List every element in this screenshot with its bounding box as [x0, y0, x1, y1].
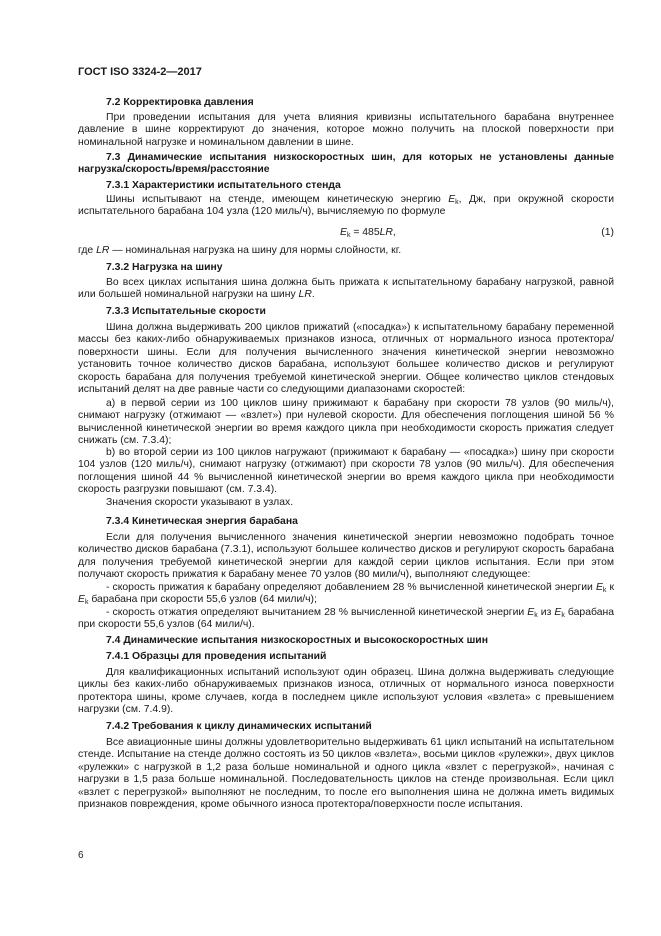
formula-expression — [340, 227, 396, 239]
symbol-e: E — [448, 194, 456, 205]
text: , — [392, 227, 396, 238]
text: . — [311, 289, 315, 301]
dash-item-2 — [78, 607, 614, 632]
section-7-4-1-paragraph: Для квалификационных испытаний используют один образец. Шина должна выдерживать следующие циклы без каких-либо обнаруживаемых признаков износа, отличных от нормального износа поверхности протектора шины, кроме случаев, когда в последнем цикле используют условия «взлета» с превышением нагрузки (см. 7.4.9). — [78, 667, 614, 716]
text: — номинальная нагрузка на шину для нормы слойности, кг. — [109, 245, 402, 256]
formula-number: (1) — [601, 227, 614, 238]
subscript-k: k — [346, 232, 351, 239]
section-7-3-1-heading: 7.3.1 Характеристики испытательного стенда — [106, 180, 341, 191]
section-7-3-1-paragraph — [78, 194, 614, 219]
section-7-3-3-paragraph: Шина должна выдерживать 200 циклов прижатий («посадка») к испытательному барабану переменной массы без каких-либо обнаруживаемых признаков износа, отличных от нормального износа протектора/поверхности шины. Если для получения вычисленного значения кинетической энергии невозможно установить точное количество дисков барабана, используют большее количество дисков и регулируют скорость барабана для получения требуемой кинетической энергии. Общее количество циклов стендовых испытаний делят на две равные части со следующими диапазонами скоростей: — [78, 322, 614, 396]
text: - скорость прижатия к барабану определяют добавлением 28 % вычисленной кинетической энергии — [106, 582, 596, 593]
page-number: 6 — [78, 850, 84, 861]
document-header: ГОСТ ISO 3324-2—2017 — [78, 66, 202, 78]
symbol-e: E — [340, 227, 347, 238]
section-7-2-paragraph: При проведении испытания для учета влияния кривизны испытательного барабана внутреннее давление в шине корректируют до значения, которое можно получить на плоской поверхности при номинальной нагрузке и номинальном давлении в шине. — [78, 112, 614, 148]
text: барабана при скорости 55,6 узлов (64 мили/ч); — [88, 594, 317, 606]
speed-note: Значения скорости указывают в узлах. — [106, 497, 294, 508]
subscript-k: k — [534, 612, 538, 619]
dash-item-1 — [78, 582, 614, 607]
section-7-4-2-paragraph: Все авиационные шины должны удовлетворительно выдерживать 61 цикл испытаний на испытательном стенде. Испытание на стенде должно состоять из 50 циклов «взлета», восьми циклов «рулежки», двух циклов «рулежки» с нагрузкой в 1,2 раза больше номинальной и одного цикла «взлет с перегрузкой», начиная с нагрузки в 1,5 раза больше номинальной. Последовательность циклов на стенде произвольная. Если цикл «взлет с перегрузкой» выполняют не последним, то после его выполнения шина не должна иметь видимых признаков повреждения, кроме обычного износа протектора/поверхности после испытания. — [78, 737, 614, 811]
subscript-k: k — [455, 199, 459, 206]
section-7-4-2-heading: 7.4.2 Требования к циклу динамических испытаний — [106, 721, 372, 732]
formula-explanation — [78, 245, 614, 257]
symbol-e: E — [554, 607, 562, 618]
section-7-4-1-heading: 7.4.1 Образцы для проведения испытаний — [106, 651, 327, 662]
list-item-a: a) в первой серии из 100 циклов шину прижимают к барабану при скорости 78 узлов (90 миль/ч), снимают нагрузку (отжимают — «взлет») при нулевой скорости. Для обеспечения поглощения шиной 56 % вычисленной кинетической энергии во время каждого цикла при необходимости скорость прижатия следует снижать (см. 7.3.4); — [78, 398, 614, 447]
subscript-k: k — [84, 599, 89, 607]
symbol-e: E — [595, 582, 603, 593]
section-7-3-2-paragraph — [78, 277, 614, 302]
section-7-4-heading: 7.4 Динамические испытания низкоскоростных и высокоскоростных шин — [106, 635, 488, 646]
symbol-e: E — [78, 594, 85, 606]
symbol-lr: LR — [379, 227, 393, 238]
section-7-3-3-heading: 7.3.3 Испытательные скорости — [106, 306, 266, 317]
section-7-3-heading: 7.3 Динамические испытания низкоскоростных шин, для которых не установлены данные нагрузка/скорость/время/расстояние — [78, 152, 614, 176]
section-7-3-4-heading: 7.3.4 Кинетическая энергия барабана — [106, 516, 298, 527]
text: барабана при скорости 55,6 узлов (64 мили/ч). — [78, 607, 614, 631]
symbol-lr: LR — [298, 289, 312, 301]
section-7-2-heading: 7.2 Корректировка давления — [106, 97, 254, 108]
text: из — [537, 607, 555, 618]
text: = 485 — [350, 227, 380, 238]
subscript-k: k — [602, 587, 607, 594]
section-7-3-2-heading: 7.3.2 Нагрузка на шину — [106, 262, 223, 273]
text: , Дж, при окружной скорости испытательного барабана 104 узла (120 миль/ч), вычисляемую по формуле — [78, 194, 614, 218]
text: - скорость отжатия определяют вычитанием 28 % вычисленной кинетической энергии — [106, 607, 528, 618]
text: Шины испытывают на стенде, имеющем кинетическую энергию — [106, 194, 449, 205]
list-item-b: b) во второй серии из 100 циклов нагружают (прижимают к барабану — «посадка») шину при скорости 104 узлов (120 миль/ч), снимают нагрузку (отжимают) при скорости 78 узлов (90 миль/ч). Для обеспечения поглощения шиной 44 % вычисленной кинетической энергии во время каждого цикла при необходимости скорость разгрузки повышают (см. 7.3.4). — [78, 447, 614, 496]
text: к — [606, 582, 615, 593]
subscript-k: k — [561, 612, 565, 619]
text: где — [78, 245, 97, 256]
symbol-e: E — [527, 607, 535, 618]
section-7-3-4-paragraph: Если для получения вычисленного значения кинетической энергии невозможно подобрать точное количество дисков барабана (7.3.1), используют большее количество дисков и регулируют скорость барабана для получения требуемой кинетической энергии для каждой серии циклов испытания. Если при этом получают скорость прижатия к барабану менее 70 узлов (80 мили/ч), выполняют следующее: — [78, 532, 614, 581]
symbol-lr: LR — [96, 245, 110, 256]
text: Во всех циклах испытания шина должна быть прижата к испытательному барабану нагрузкой, равной или большей номинальной нагрузки на шину — [78, 277, 614, 301]
